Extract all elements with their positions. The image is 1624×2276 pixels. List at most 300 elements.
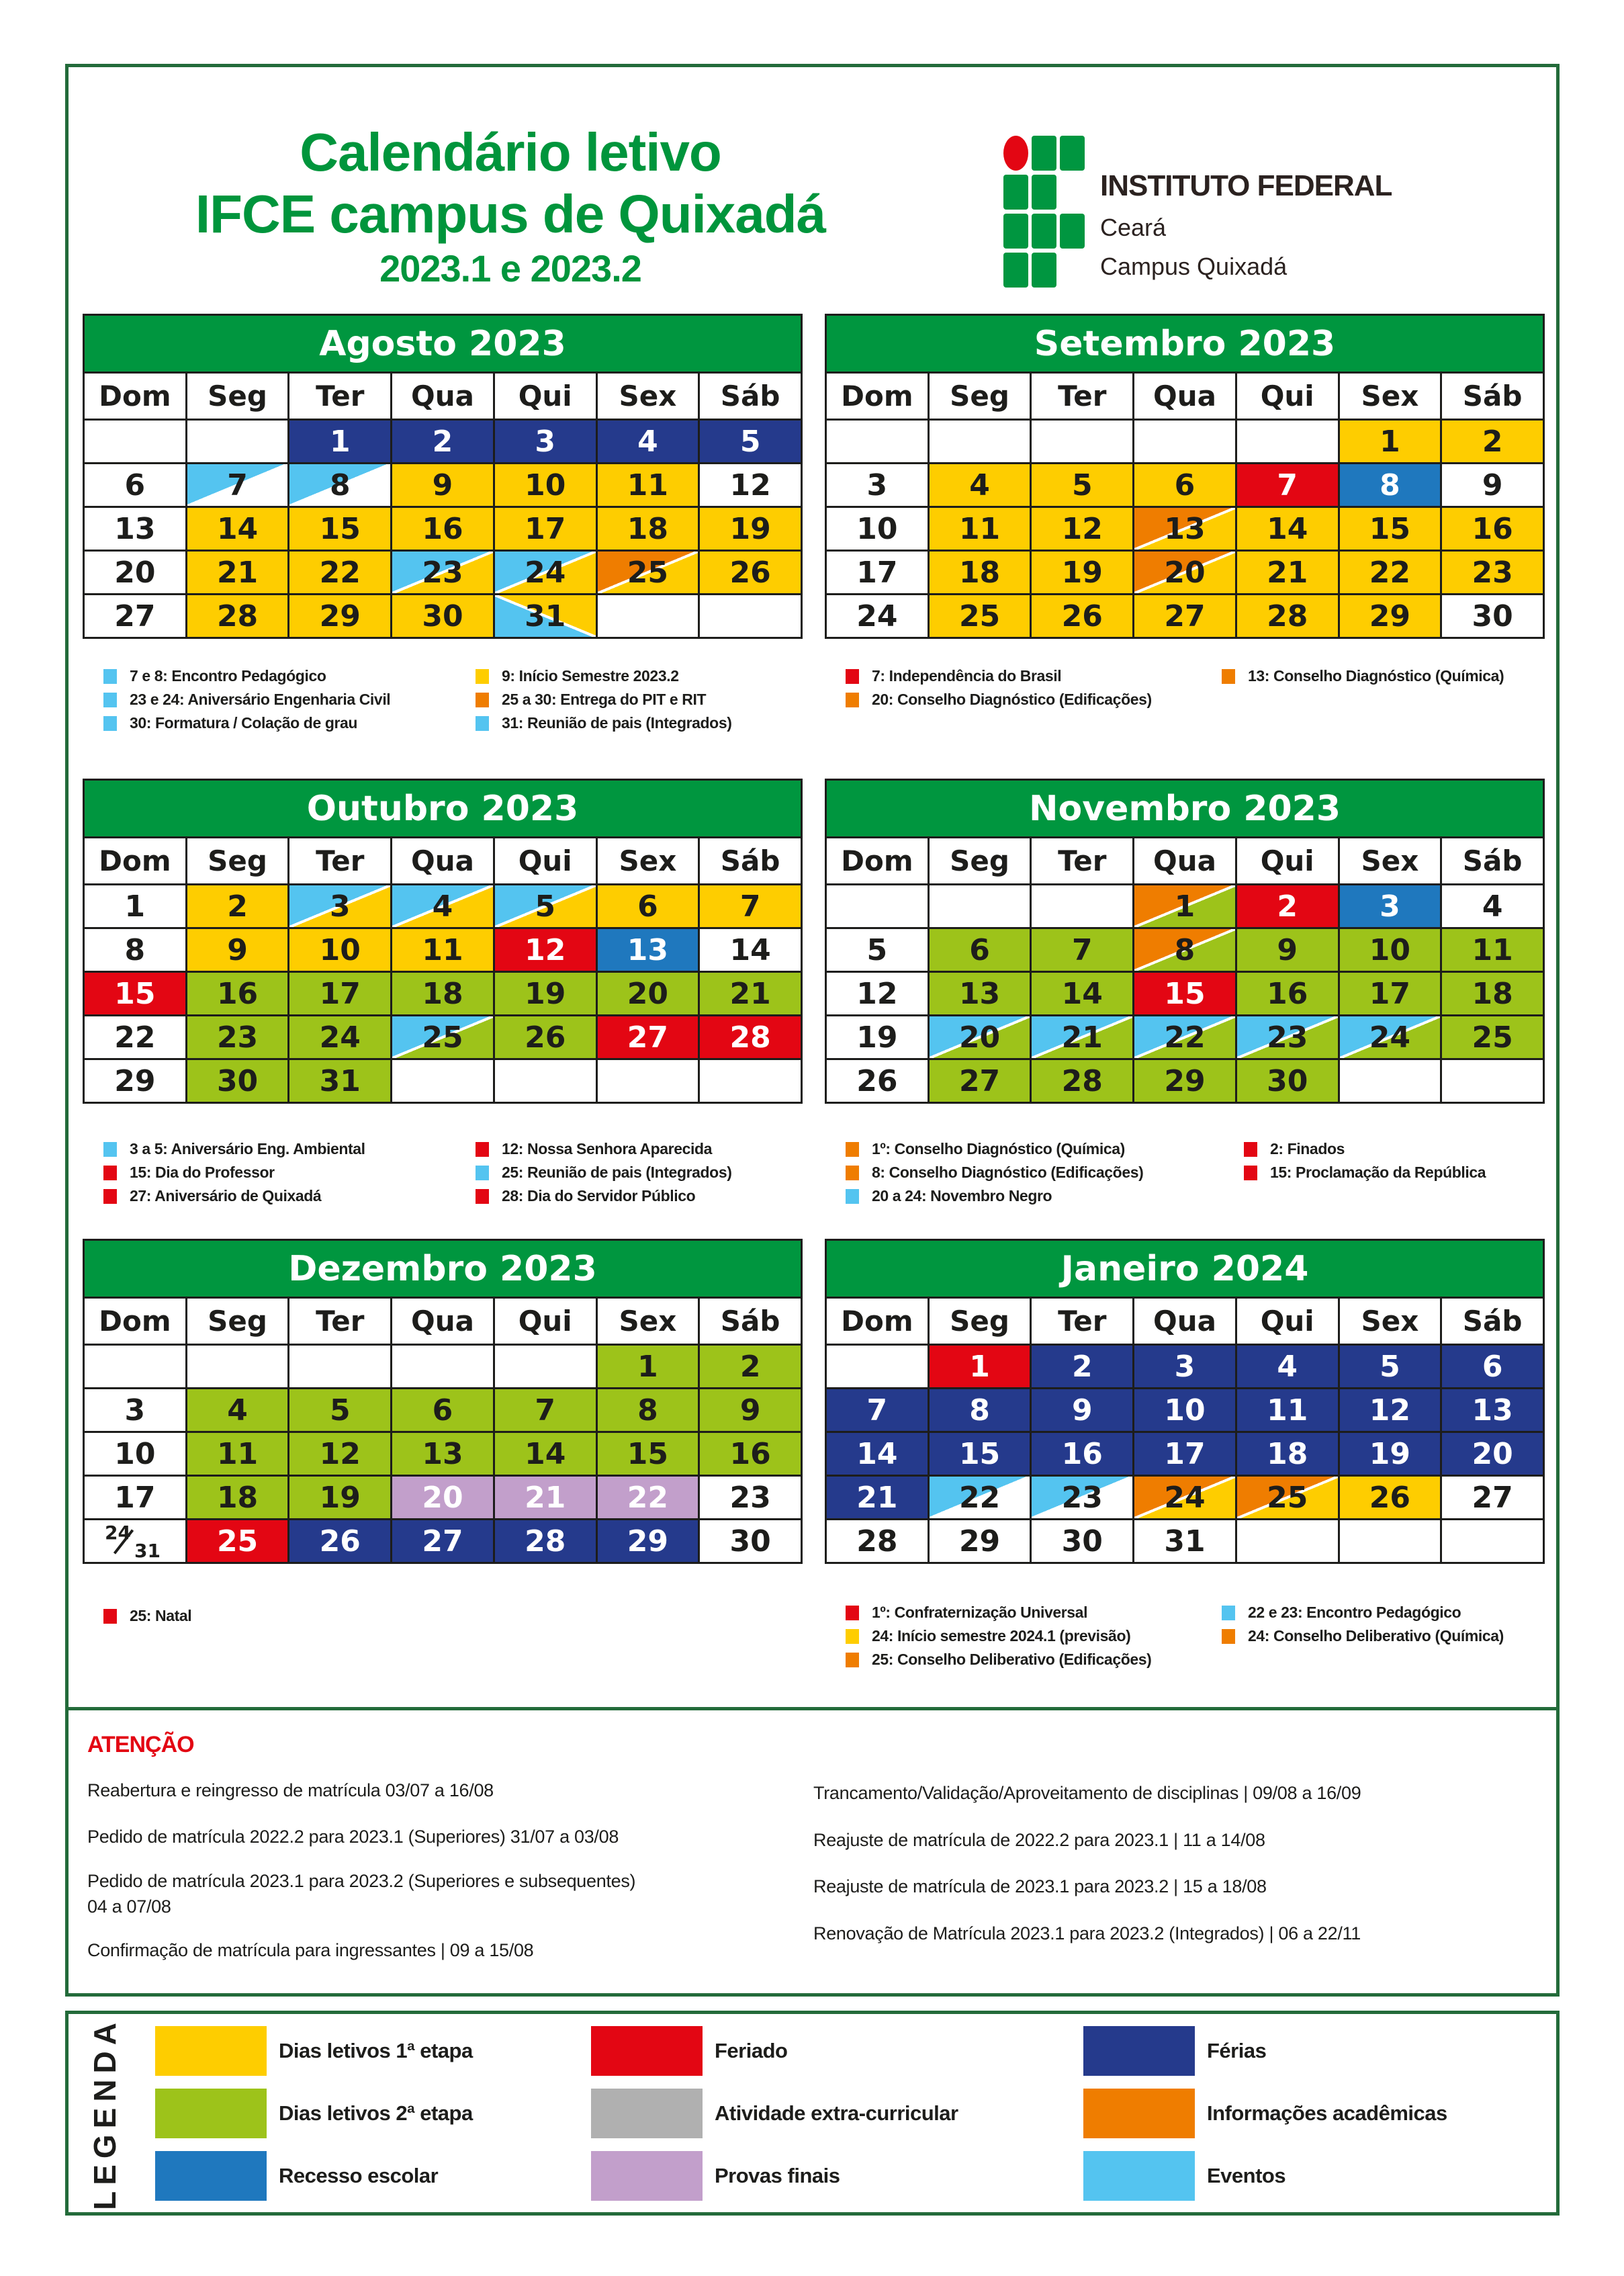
legend-color-swatch bbox=[591, 2026, 703, 2076]
day-number: 24 bbox=[105, 1522, 131, 1544]
day-number: 27 bbox=[958, 1063, 1001, 1098]
weekday-header: Qui bbox=[1237, 838, 1338, 883]
day-number: 2 bbox=[227, 889, 248, 924]
weekday-header: Seg bbox=[187, 1299, 288, 1344]
day-number: 24 bbox=[856, 599, 898, 633]
day-number: 8 bbox=[329, 468, 351, 502]
note-color-swatch bbox=[846, 1629, 859, 1644]
day-cell bbox=[1032, 1520, 1132, 1562]
day-number: 13 bbox=[958, 976, 1001, 1011]
day-cell bbox=[1237, 1346, 1338, 1387]
note-item bbox=[476, 1161, 732, 1184]
logo-block bbox=[1003, 175, 1028, 210]
note-item bbox=[476, 711, 732, 735]
day-number: 6 bbox=[124, 468, 146, 502]
note-color-swatch bbox=[103, 716, 117, 731]
attention-title: ATENÇÃO bbox=[87, 1732, 194, 1757]
day-cell bbox=[1237, 885, 1338, 927]
day-number: 17 bbox=[319, 976, 361, 1011]
logo-gap bbox=[1060, 253, 1085, 288]
day-cell bbox=[700, 885, 801, 927]
month-title: Janeiro 2024 bbox=[827, 1241, 1543, 1297]
empty-day-cell bbox=[1340, 1060, 1441, 1102]
attention-text: Renovação de Matrícula 2023.1 para 2023.2 (Integrados) | 06 a 22/11 bbox=[813, 1923, 1361, 1943]
day-cell bbox=[930, 552, 1030, 593]
day-number: 25 bbox=[958, 599, 1001, 633]
day-number: 13 bbox=[1164, 511, 1206, 546]
note-text: 15: Dia do Professor bbox=[130, 1164, 275, 1181]
empty-day-cell bbox=[598, 1060, 698, 1102]
logo-campus: Campus Quixadá bbox=[1100, 253, 1288, 280]
day-number: 14 bbox=[216, 511, 259, 546]
weekday-header: Ter bbox=[1032, 838, 1132, 883]
month-title: Outubro 2023 bbox=[85, 781, 801, 836]
day-number: 18 bbox=[958, 555, 1001, 590]
empty-day-cell bbox=[187, 1346, 288, 1387]
day-cell bbox=[700, 973, 801, 1014]
legend-label: Atividade extra-curricular bbox=[715, 2101, 958, 2125]
day-number: 31 bbox=[1164, 1524, 1206, 1559]
day-cell bbox=[1442, 973, 1543, 1014]
day-cell bbox=[827, 1389, 928, 1431]
day-number: 10 bbox=[525, 468, 566, 502]
day-cell bbox=[187, 1520, 288, 1562]
day-number: 22 bbox=[958, 1480, 1001, 1515]
day-cell bbox=[85, 1016, 185, 1058]
day-cell bbox=[1032, 1016, 1132, 1058]
weekday-header: Sex bbox=[598, 1299, 698, 1344]
day-number: 5 bbox=[535, 889, 556, 924]
day-number: 25 bbox=[1472, 1020, 1513, 1055]
weekday-header: Dom bbox=[85, 1299, 185, 1344]
weekday-header: Qua bbox=[1134, 838, 1235, 883]
day-number: 31 bbox=[319, 1063, 361, 1098]
day-number: 19 bbox=[1369, 1436, 1411, 1471]
day-cell bbox=[930, 973, 1030, 1014]
empty-day-cell bbox=[85, 1346, 185, 1387]
day-cell bbox=[495, 1433, 596, 1475]
day-number: 25 bbox=[216, 1524, 259, 1559]
day-cell bbox=[1032, 1477, 1132, 1518]
day-cell bbox=[85, 595, 185, 637]
note-color-swatch bbox=[1222, 1606, 1235, 1620]
day-cell bbox=[1134, 1433, 1235, 1475]
month-title: Dezembro 2023 bbox=[85, 1241, 801, 1297]
day-number: 2 bbox=[432, 424, 453, 459]
day-number: 27 bbox=[627, 1020, 669, 1055]
day-number: 11 bbox=[1472, 932, 1513, 967]
day-number: 14 bbox=[729, 932, 771, 967]
attention-text-continued: 04 a 07/08 bbox=[87, 1896, 171, 1917]
day-cell bbox=[289, 885, 390, 927]
note-item bbox=[476, 1137, 732, 1161]
note-item bbox=[1222, 664, 1504, 688]
note-color-swatch bbox=[476, 1166, 489, 1180]
day-cell bbox=[392, 508, 493, 550]
note-item bbox=[476, 1184, 732, 1208]
weekday-header: Ter bbox=[289, 1299, 390, 1344]
day-cell bbox=[392, 1389, 493, 1431]
day-cell bbox=[1134, 1346, 1235, 1387]
note-text: 25: Natal bbox=[130, 1607, 192, 1624]
empty-day-cell bbox=[827, 1346, 928, 1387]
day-number: 17 bbox=[525, 511, 566, 546]
day-cell bbox=[1237, 595, 1338, 637]
day-cell bbox=[392, 1016, 493, 1058]
day-cell bbox=[930, 464, 1030, 506]
day-number: 12 bbox=[319, 1436, 361, 1471]
day-number: 21 bbox=[1061, 1020, 1103, 1055]
day-number: 3 bbox=[1380, 889, 1400, 924]
attention-item bbox=[87, 1824, 619, 1849]
day-number: 30 bbox=[729, 1524, 771, 1559]
day-cell bbox=[1134, 1477, 1235, 1518]
note-item bbox=[103, 688, 476, 711]
day-number: 11 bbox=[627, 468, 669, 502]
legend-label: Dias letivos 1ª etapa bbox=[279, 2039, 473, 2062]
attention-item bbox=[813, 1780, 1361, 1806]
day-cell bbox=[1032, 1389, 1132, 1431]
note-color-swatch bbox=[476, 693, 489, 707]
day-cell bbox=[598, 508, 698, 550]
day-cell bbox=[1134, 464, 1235, 506]
day-number: 17 bbox=[114, 1480, 156, 1515]
month-calendar-september-2023 bbox=[825, 314, 1545, 639]
day-cell bbox=[392, 1477, 493, 1518]
legend-color-swatch bbox=[1083, 2089, 1195, 2138]
day-cell bbox=[289, 552, 390, 593]
legend-item bbox=[591, 2026, 1083, 2076]
logo-block bbox=[1060, 214, 1085, 249]
day-cell bbox=[392, 1520, 493, 1562]
day-number: 17 bbox=[856, 555, 898, 590]
day-number: 28 bbox=[216, 599, 259, 633]
day-number: 27 bbox=[1472, 1480, 1513, 1515]
day-cell bbox=[1340, 552, 1441, 593]
day-number: 3 bbox=[329, 889, 351, 924]
day-cell bbox=[1032, 595, 1132, 637]
day-cell bbox=[1340, 973, 1441, 1014]
month-grid bbox=[85, 374, 801, 637]
note-item bbox=[103, 1604, 476, 1628]
day-cell bbox=[85, 885, 185, 927]
day-number: 22 bbox=[627, 1480, 669, 1515]
weekday-header: Sáb bbox=[700, 374, 801, 419]
note-text: 7: Independência do Brasil bbox=[872, 667, 1062, 685]
note-text: 30: Formatura / Colação de grau bbox=[130, 714, 358, 732]
empty-day-cell bbox=[289, 1346, 390, 1387]
day-cell bbox=[827, 464, 928, 506]
day-cell bbox=[1442, 1346, 1543, 1387]
note-color-swatch bbox=[1222, 669, 1235, 684]
day-number: 30 bbox=[1061, 1524, 1103, 1559]
day-number: 26 bbox=[1369, 1480, 1411, 1515]
weekday-header: Ter bbox=[289, 374, 390, 419]
empty-day-cell bbox=[1340, 1520, 1441, 1562]
day-number: 24 bbox=[1369, 1020, 1411, 1055]
note-color-swatch bbox=[103, 669, 117, 684]
day-cell bbox=[598, 464, 698, 506]
day-number: 4 bbox=[1482, 889, 1503, 924]
day-number: 15 bbox=[627, 1436, 669, 1471]
note-text: 9: Início Semestre 2023.2 bbox=[502, 667, 679, 685]
day-number: 5 bbox=[739, 424, 761, 459]
note-text: 31: Reunião de pais (Integrados) bbox=[502, 714, 732, 732]
weekday-header: Ter bbox=[1032, 1299, 1132, 1344]
note-text: 12: Nossa Senhora Aparecida bbox=[502, 1140, 713, 1157]
legend-color-swatch bbox=[591, 2151, 703, 2201]
day-cell bbox=[495, 1016, 596, 1058]
day-number: 26 bbox=[856, 1063, 898, 1098]
title-line-1: Calendário letivo bbox=[300, 122, 721, 182]
weekday-header: Qui bbox=[495, 838, 596, 883]
day-cell bbox=[1340, 885, 1441, 927]
day-cell bbox=[85, 929, 185, 971]
note-text: 25 a 30: Entrega do PIT e RIT bbox=[502, 691, 707, 708]
day-number: 15 bbox=[319, 511, 361, 546]
day-cell bbox=[289, 1389, 390, 1431]
day-number: 23 bbox=[216, 1020, 259, 1055]
weekday-header: Sáb bbox=[700, 838, 801, 883]
day-cell bbox=[1134, 508, 1235, 550]
weekday-header: Seg bbox=[930, 1299, 1030, 1344]
day-cell bbox=[700, 929, 801, 971]
day-number: 14 bbox=[1267, 511, 1308, 546]
day-number: 20 bbox=[1472, 1436, 1513, 1471]
attention-text: Trancamento/Validação/Aproveitamento de disciplinas | 09/08 a 16/09 bbox=[813, 1783, 1361, 1803]
legend-label: Informações acadêmicas bbox=[1207, 2101, 1447, 2125]
month-calendar-december-2023 bbox=[83, 1239, 803, 1564]
note-color-swatch bbox=[103, 693, 117, 707]
day-number: 3 bbox=[1174, 1349, 1196, 1384]
day-cell bbox=[1237, 508, 1338, 550]
day-cell bbox=[1237, 1060, 1338, 1102]
logo-red-circle bbox=[1003, 136, 1028, 171]
note-color-swatch bbox=[846, 1653, 859, 1667]
day-cell bbox=[495, 885, 596, 927]
day-cell bbox=[700, 1477, 801, 1518]
empty-day-cell bbox=[495, 1346, 596, 1387]
attention-item bbox=[813, 1874, 1267, 1899]
attention-text: Reajuste de matrícula de 2022.2 para 2023.1 | 11 a 14/08 bbox=[813, 1830, 1265, 1850]
day-number: 27 bbox=[1164, 599, 1206, 633]
day-number: 24 bbox=[525, 555, 566, 590]
note-color-swatch bbox=[476, 716, 489, 731]
day-number: 5 bbox=[866, 932, 888, 967]
empty-day-cell bbox=[1237, 421, 1338, 462]
day-cell bbox=[700, 552, 801, 593]
note-color-swatch bbox=[846, 1142, 859, 1157]
note-color-swatch bbox=[846, 693, 859, 707]
day-cell bbox=[392, 1433, 493, 1475]
empty-day-cell bbox=[827, 885, 928, 927]
weekday-header: Sex bbox=[598, 838, 698, 883]
empty-day-cell bbox=[930, 421, 1030, 462]
empty-day-cell bbox=[1134, 421, 1235, 462]
day-cell bbox=[1442, 421, 1543, 462]
day-cell bbox=[495, 1477, 596, 1518]
day-number: 6 bbox=[1482, 1349, 1503, 1384]
weekday-header: Sex bbox=[1340, 1299, 1441, 1344]
day-cell bbox=[598, 1389, 698, 1431]
logo-block bbox=[1003, 214, 1028, 249]
note-item bbox=[846, 1601, 1222, 1624]
day-number: 5 bbox=[1071, 468, 1093, 502]
note-text: 15: Proclamação da República bbox=[1270, 1164, 1486, 1181]
day-cell bbox=[289, 1520, 390, 1562]
month-notes-october bbox=[103, 1137, 732, 1208]
note-color-swatch bbox=[1244, 1166, 1257, 1180]
note-item bbox=[103, 711, 476, 735]
weekday-header: Sáb bbox=[1442, 374, 1543, 419]
day-number: 21 bbox=[729, 976, 771, 1011]
day-number: 29 bbox=[319, 599, 361, 633]
day-number: 29 bbox=[958, 1524, 1001, 1559]
logo-block bbox=[1032, 214, 1056, 249]
note-item bbox=[103, 1161, 476, 1184]
day-number: 21 bbox=[1267, 555, 1308, 590]
day-number: 21 bbox=[216, 555, 259, 590]
day-number: 7 bbox=[535, 1393, 556, 1428]
logo-block bbox=[1032, 253, 1056, 288]
day-cell bbox=[392, 973, 493, 1014]
day-number: 20 bbox=[422, 1480, 463, 1515]
day-cell bbox=[289, 1016, 390, 1058]
day-cell bbox=[1442, 1389, 1543, 1431]
day-cell bbox=[827, 552, 928, 593]
logo-block bbox=[1032, 136, 1056, 171]
day-number: 16 bbox=[1472, 511, 1513, 546]
day-cell bbox=[85, 1389, 185, 1431]
month-notes-january bbox=[846, 1601, 1504, 1671]
day-number: 8 bbox=[1380, 468, 1400, 502]
day-cell bbox=[392, 595, 493, 637]
day-number: 31 bbox=[525, 599, 566, 633]
weekday-header: Qui bbox=[495, 1299, 596, 1344]
empty-day-cell bbox=[1032, 421, 1132, 462]
day-cell bbox=[495, 508, 596, 550]
day-number: 1 bbox=[329, 424, 351, 459]
day-number: 28 bbox=[525, 1524, 566, 1559]
day-number: 5 bbox=[1380, 1349, 1400, 1384]
attention-text: Reajuste de matrícula de 2023.1 para 2023.2 | 15 a 18/08 bbox=[813, 1876, 1267, 1896]
note-text: 23 e 24: Aniversário Engenharia Civil bbox=[130, 691, 391, 708]
day-cell bbox=[1032, 508, 1132, 550]
day-cell bbox=[392, 885, 493, 927]
day-number: 16 bbox=[1061, 1436, 1103, 1471]
day-number: 30 bbox=[216, 1063, 259, 1098]
day-cell bbox=[1237, 1477, 1338, 1518]
note-text: 24: Conselho Deliberativo (Química) bbox=[1248, 1627, 1504, 1645]
empty-day-cell bbox=[85, 421, 185, 462]
weekday-header: Dom bbox=[827, 1299, 928, 1344]
day-cell bbox=[1237, 464, 1338, 506]
note-color-swatch bbox=[846, 1189, 859, 1204]
note-text: 22 e 23: Encontro Pedagógico bbox=[1248, 1604, 1461, 1621]
weekday-header: Qua bbox=[392, 838, 493, 883]
day-number: 14 bbox=[856, 1436, 898, 1471]
day-number: 21 bbox=[856, 1480, 898, 1515]
day-number: 2 bbox=[1482, 424, 1503, 459]
day-number: 10 bbox=[114, 1436, 156, 1471]
day-cell bbox=[392, 464, 493, 506]
day-number: 27 bbox=[422, 1524, 463, 1559]
legend-label: Dias letivos 2ª etapa bbox=[279, 2101, 473, 2125]
attention-item bbox=[87, 1868, 635, 1919]
day-number: 11 bbox=[958, 511, 1001, 546]
day-number: 28 bbox=[729, 1020, 771, 1055]
day-number: 21 bbox=[525, 1480, 566, 1515]
day-number: 19 bbox=[1061, 555, 1103, 590]
day-number: 28 bbox=[856, 1524, 898, 1559]
day-number: 23 bbox=[729, 1480, 771, 1515]
day-number: 9 bbox=[1277, 932, 1298, 967]
day-cell bbox=[827, 929, 928, 971]
day-cell bbox=[827, 1060, 928, 1102]
day-cell bbox=[598, 421, 698, 462]
day-cell bbox=[598, 929, 698, 971]
day-number: 6 bbox=[1174, 468, 1196, 502]
day-number: 1 bbox=[1174, 889, 1196, 924]
note-color-swatch bbox=[846, 1606, 859, 1620]
day-cell bbox=[1134, 973, 1235, 1014]
note-text: 24: Início semestre 2024.1 (previsão) bbox=[872, 1627, 1131, 1645]
day-cell bbox=[1442, 552, 1543, 593]
day-number: 29 bbox=[1369, 599, 1411, 633]
day-number: 24 bbox=[319, 1020, 361, 1055]
day-cell bbox=[392, 929, 493, 971]
weekday-header: Seg bbox=[187, 838, 288, 883]
day-cell bbox=[187, 929, 288, 971]
day-cell bbox=[1032, 929, 1132, 971]
day-number: 30 bbox=[1472, 599, 1513, 633]
weekday-header: Dom bbox=[85, 374, 185, 419]
day-cell bbox=[827, 595, 928, 637]
note-color-swatch bbox=[103, 1166, 117, 1180]
day-cell bbox=[289, 973, 390, 1014]
empty-day-cell bbox=[392, 1060, 493, 1102]
day-number: 7 bbox=[739, 889, 761, 924]
day-cell bbox=[85, 508, 185, 550]
logo-block bbox=[1060, 136, 1085, 171]
day-cell bbox=[827, 1520, 928, 1562]
day-number: 23 bbox=[1267, 1020, 1308, 1055]
day-number: 11 bbox=[216, 1436, 259, 1471]
day-cell bbox=[1032, 552, 1132, 593]
weekday-header: Seg bbox=[930, 838, 1030, 883]
day-cell bbox=[598, 552, 698, 593]
day-cell bbox=[1442, 929, 1543, 971]
day-cell bbox=[598, 973, 698, 1014]
day-number: 1 bbox=[969, 1349, 990, 1384]
note-item bbox=[846, 1184, 1244, 1208]
day-cell bbox=[85, 464, 185, 506]
day-number: 19 bbox=[729, 511, 771, 546]
weekday-header: Sáb bbox=[1442, 838, 1543, 883]
day-cell bbox=[1442, 464, 1543, 506]
weekday-header: Dom bbox=[827, 838, 928, 883]
day-cell bbox=[930, 508, 1030, 550]
day-cell bbox=[1134, 1520, 1235, 1562]
empty-day-cell bbox=[187, 421, 288, 462]
note-text: 3 a 5: Aniversário Eng. Ambiental bbox=[130, 1140, 365, 1157]
month-calendar-january-2024 bbox=[825, 1239, 1545, 1564]
note-item bbox=[476, 664, 732, 688]
day-number: 1 bbox=[637, 1349, 658, 1384]
empty-day-cell bbox=[392, 1346, 493, 1387]
empty-day-cell bbox=[1442, 1060, 1543, 1102]
day-number: 20 bbox=[958, 1020, 1001, 1055]
